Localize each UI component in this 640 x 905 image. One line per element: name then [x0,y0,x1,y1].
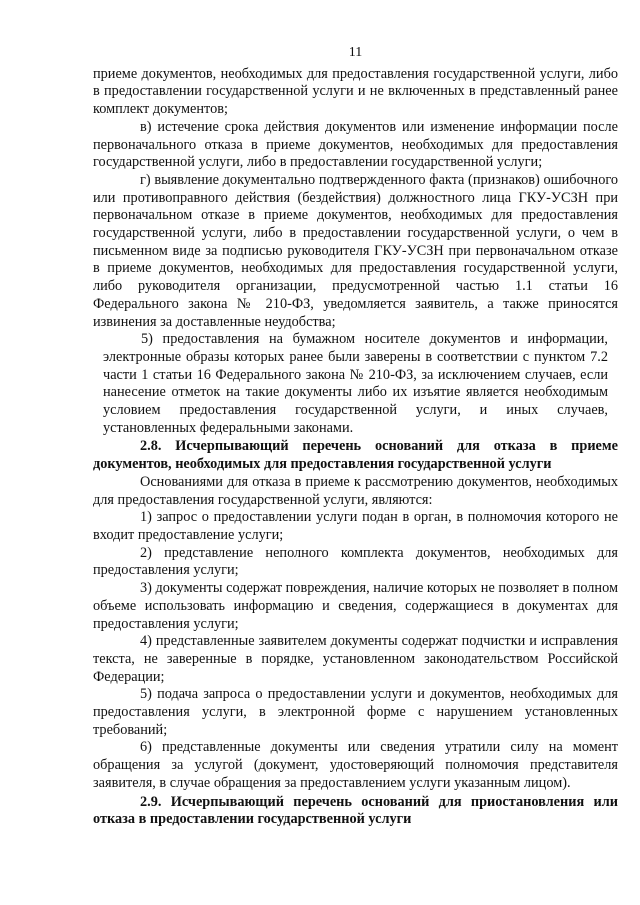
section-2-8-intro: Основаниями для отказа в приеме к рассмотрению документов, необходимых для предоставления государственной услуги, являются: [93,473,618,508]
paragraph-item-g: г) выявление документально подтвержденного факта (признаков) ошибочного или противоправного действия (бездействия) должностного лица ГКУ-УСЗН при первоначальном отказе в приеме документов, необходимых для предоставления государственной услуги, либо в предоставлении государственной услуги, о чем в письменном виде за подписью руководителя ГКУ-УСЗН при первоначальном отказе в приеме документов, необходимых для предоставления государственной услуги, либо руководителя организации, предусмотренной частью 1.1 статьи 16 Федерального закона № 210-ФЗ, уведомляется заявитель, а также приносятся извинения за доставленные неудобства; [93,171,618,330]
list-item: 5) подача запроса о предоставлении услуги и документов, необходимых для предоставления услуги, в электронной форме с нарушением установленных требований; [93,686,618,738]
list-item: 6) представленные документы или сведения утратили силу на момент обращения за услугой (документ, удостоверяющий полномочия представителя заявителя, в случае обращения за предоставлением услуги указанным лицом). [93,739,618,791]
paragraph-continuation: приеме документов, необходимых для предоставления государственной услуги, либо в предоставлении государственной услуги и не включенных в представленный ранее комплект документов; [93,65,618,118]
list-item: 2) представление неполного комплекта документов, необходимых для предоставления услуги; [93,544,618,579]
paragraph-item-5: 5) предоставления на бумажном носителе документов и информации, электронные образы которых ранее были заверены в соответствии с пунктом 7.2 части 1 статьи 16 Федерального закона № 210-ФЗ, за исключением случаев, если нанесение отметок на такие документы либо их изъятие является необходимым условием предоставления государственной услуги, и иных случаев, установленных федеральными законами. [103,331,608,436]
list-item: 1) запрос о предоставлении услуги подан в орган, в полномочия которого не входит предоставление услуги; [93,509,618,543]
page-number: 11 [348,45,363,60]
paragraph-item-v: в) истечение срока действия документов или изменение информации после первоначального отказа в приеме документов, необходимых для предоставления государственной услуги, либо в предоставлении государственной услуги; [93,118,618,171]
list-item: 3) документы содержат повреждения, наличие которых не позволяет в полном объеме использовать информацию и сведения, содержащиеся в документах для предоставления услуги; [93,580,618,632]
section-2-9-heading: 2.9. Исчерпывающий перечень оснований для приостановления или отказа в предоставлении государственной услуги [93,793,618,828]
section-2-8-heading: 2.8. Исчерпывающий перечень оснований для отказа в приеме документов, необходимых для предоставления государственной услуги [93,438,618,473]
list-item: 4) представленные заявителем документы содержат подчистки и исправления текста, не заверенные в порядке, установленном законодательством Российской Федерации; [93,633,618,685]
